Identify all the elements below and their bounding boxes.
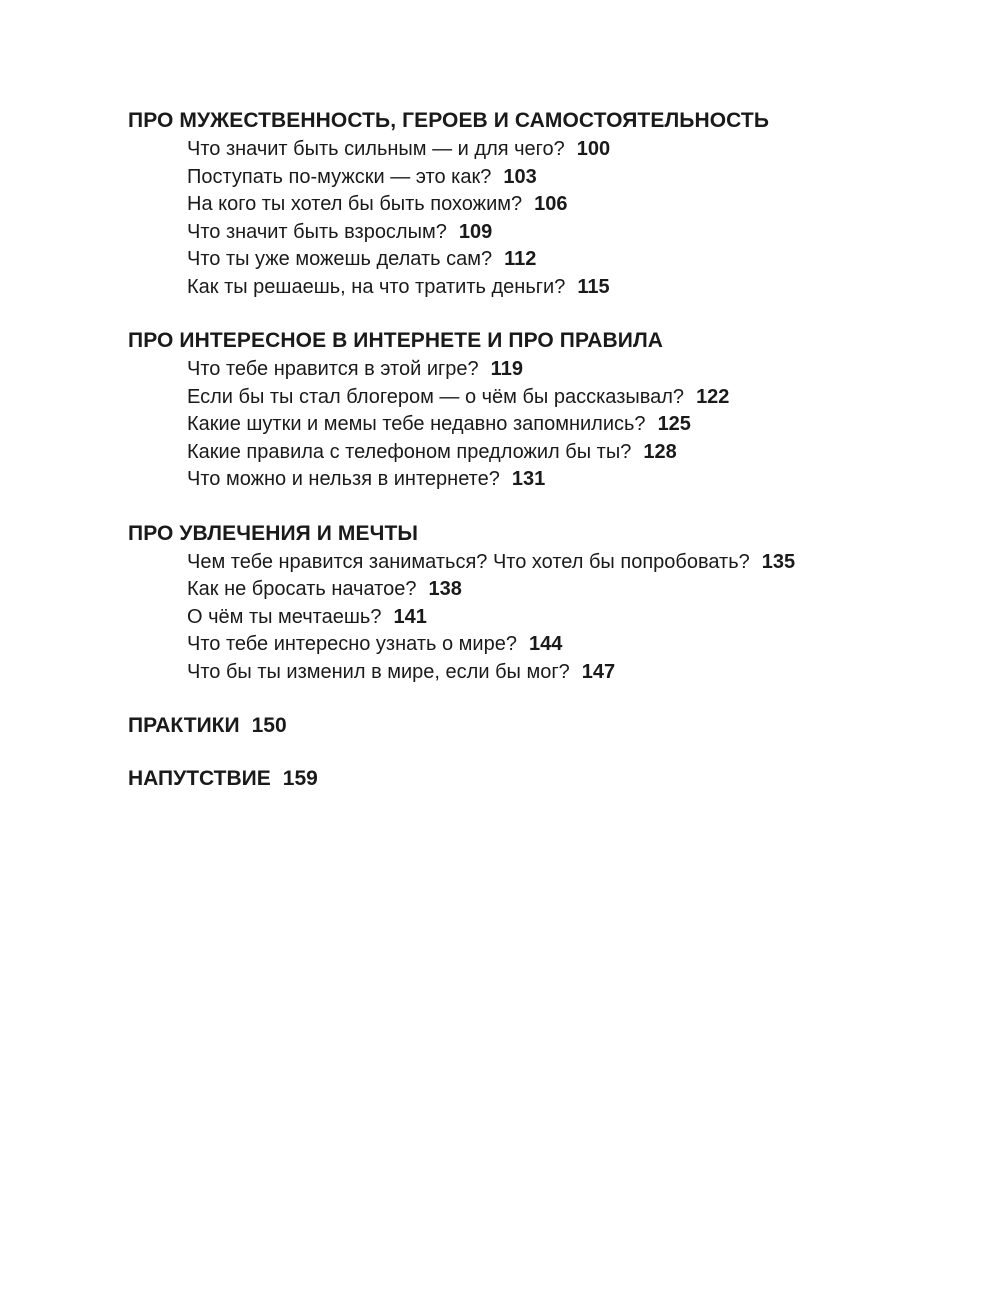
toc-entry [187,604,948,632]
toc-entry [187,164,948,192]
entry-page-number: 135 [761,550,796,573]
toc-entry [187,219,948,247]
entry-text: Что тебе нравится в этой игре? [187,358,479,380]
entry-page-number: 106 [534,193,568,215]
entry-page-number: 122 [696,385,730,408]
entry-page-number: 100 [576,138,611,160]
toc-entry [187,274,948,302]
toc-entry [187,439,948,467]
entry-text: Поступать по-мужски — это как? [187,165,492,188]
entry-page-number: 119 [490,358,523,380]
entry-text: Если бы ты стал блогером — о чём бы рассказывал? [187,385,685,408]
toc-section [128,326,948,494]
toc-entry [187,549,948,577]
toc-entry [187,576,948,604]
toc-entry [187,466,948,494]
entry-page-number: 144 [528,633,563,655]
section-title: ПРО МУЖЕСТВЕННОСТЬ, ГЕРОЕВ И САМОСТОЯТЕЛЬНОСТЬ [128,109,770,132]
entry-page-number: 128 [643,440,677,463]
entry-page-number: 138 [428,578,462,600]
chapter-page-number: 150 [251,714,287,737]
toc-entry [187,631,948,659]
entry-page-number: 125 [657,413,691,435]
entry-page-number: 147 [581,660,616,683]
entry-text: Что значит быть сильным — и для чего? [187,138,565,160]
toc-entry [187,411,948,439]
entry-text: Как не бросать начатое? [187,578,417,600]
toc-entry [187,246,948,274]
toc-chapter-practices [128,711,948,741]
section-title: ПРО УВЛЕЧЕНИЯ И МЕЧТЫ [128,521,419,545]
toc-entry [187,136,948,164]
toc-entry [187,659,948,687]
toc-entry [187,356,948,384]
table-of-contents [128,106,948,817]
entry-page-number: 109 [458,220,493,243]
entry-page-number: 131 [511,468,546,490]
entry-text: На кого ты хотел бы быть похожим? [187,193,523,215]
toc-chapter-parting-words [128,764,948,794]
entry-text: Какие шутки и мемы тебе недавно запомнились? [187,413,646,435]
section-title: ПРО ИНТЕРЕСНОЕ В ИНТЕРНЕТЕ И ПРО ПРАВИЛА [128,329,664,352]
toc-section [128,519,948,687]
chapter-title: ПРАКТИКИ [128,714,240,737]
entry-page-number: 103 [503,165,537,188]
entry-text: Что значит быть взрослым? [187,220,447,243]
entry-text: Что ты уже можешь делать сам? [187,248,493,270]
chapter-title: НАПУТСТВИЕ [128,767,271,790]
entry-text: Чем тебе нравится заниматься? Что хотел бы попробовать? [187,550,750,573]
entry-page-number: 115 [577,275,610,298]
toc-entry [187,191,948,219]
entry-text: Что можно и нельзя в интернете? [187,468,500,490]
entry-text: Какие правила с телефоном предложил бы ты? [187,440,632,463]
chapter-page-number: 159 [282,767,318,790]
toc-entry [187,384,948,412]
toc-section [128,106,948,301]
entry-text: Что тебе интересно узнать о мире? [187,633,517,655]
entry-page-number: 112 [504,248,537,270]
entry-text: Что бы ты изменил в мире, если бы мог? [187,660,570,683]
entry-text: О чём ты мечтаешь? [187,605,382,628]
entry-page-number: 141 [393,605,427,628]
entry-text: Как ты решаешь, на что тратить деньги? [187,275,566,298]
